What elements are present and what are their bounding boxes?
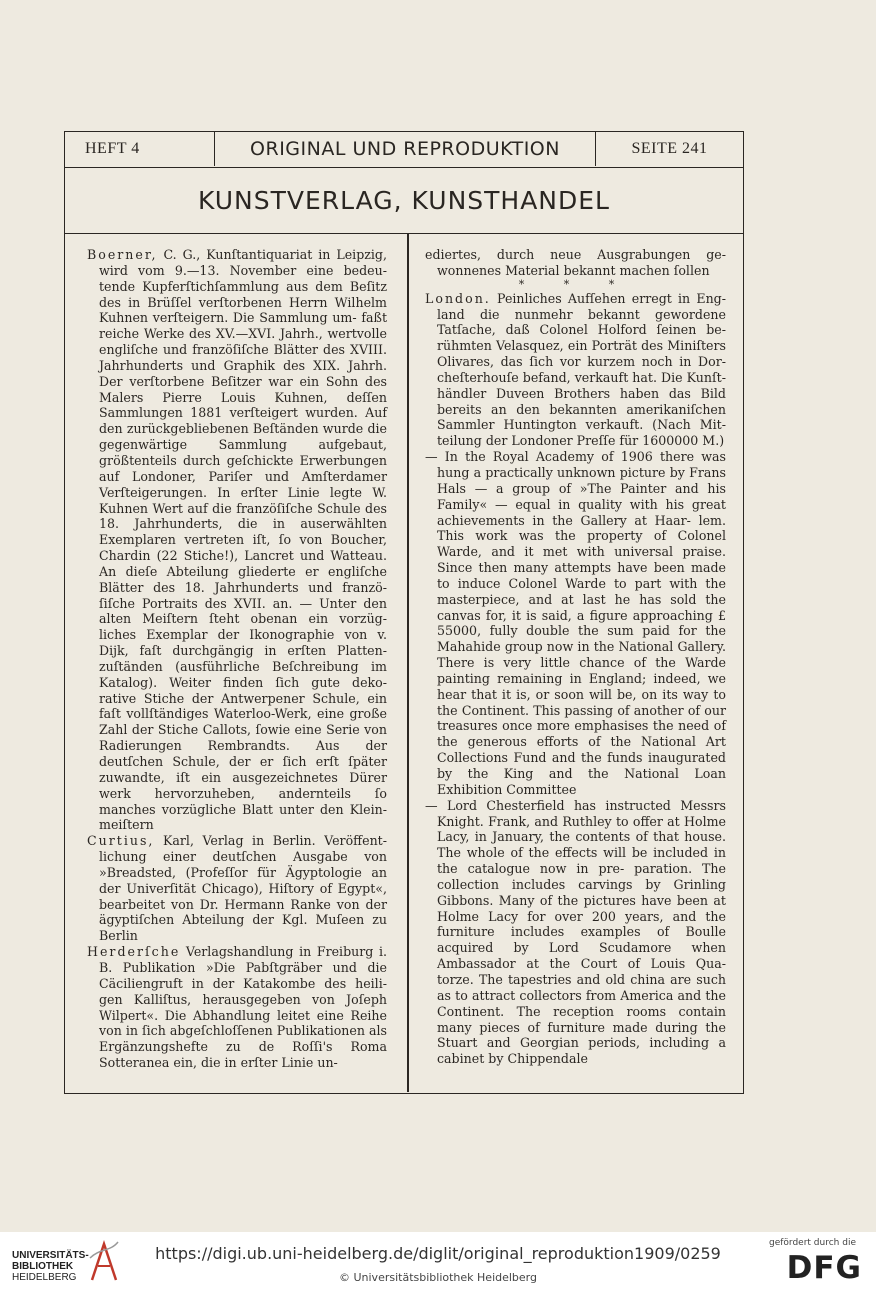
entry-text: Peinliches Aufſehen erregt in Eng- land die nunmehr bekannt gewordene Tatſache, daß Colonel Holford ſeinen be- rühmten Velasquez, ein Porträt des Miniſters Olivares, das ſich vor kurzem noch in Dor- cheſterhouſe befand, verkauft hat. Die Kunſt- händler Duveen Brothers haben das Bild bereits an den bekannten amerikaniſchen Sammler Huntington verkauft. (Nach Mit- teilung der Londoner Preſſe für 1600000 M.) [437, 290, 726, 449]
entry-text: — Lord Chesterfield has instructed Messrs Knight. Frank, and Ruthley to offer at Holme Lacy, in January, the contents of that house. The whole of the effects will be included in the catalogue now in pre- paration. The collection includes carvings by Grinling Gibbons. Many of the pictures have been at Holme Lacy for over 200 years, and the furniture includes examples of Boulle acquired by Lord Scudamore when Ambassador at the Court of Louis Qua- torze. The tapestries and old china are such as to attract collectors from America and the Continent. The reception rooms contain many pieces of furniture made during the Stuart and Georgian periods, including a cabinet by Chippendale [425, 797, 726, 1067]
entry-text: C. G., Kunſtantiquariat in Leipzig, wird vom 9.—13. November eine bedeu- tende Kupferſtichſammlung aus dem Beſitz des in Brüſſel verſtorbenen Herrn Wilhelm Kuhnen verſteigern. Die Sammlung um- faßt reiche Werke des XV.—XVI. Jahrh., wertvolle engliſche und franzöſiſche Blätter des XVIII. Jahrhunderts und Graphik des XIX. Jahrh. Der verſtorbene Beſitzer war ein Sohn des Malers Pierre Louis Kuhnen, deſſen Sammlungen 1881 verſteigert wurden. Auf den zurückgebliebenen Beſtänden wurde die gegenwärtige Sammlung aufgebaut, größtenteils durch geſchickte Erwerbungen auf Londoner, Pariſer und Amſterdamer Verſteigerungen. In erſter Linie legte W. Kuhnen Wert auf die franzöſiſche Schule des 18. Jahrhunderts, die in auserwählten Exemplaren vertreten iſt, ſo von Boucher, Chardin (22 Stiche!), Lancret und Watteau. An dieſe Abteilung gliederte er engliſche Blätter des 18. Jahrhunderts und franzö- ſiſche Portraits des XVII. an. — Unter den alten Meiſtern ſteht obenan ein vorzüg- liches Exemplar der Ikonographie von v. Dijk, faſt durchgängig in erſten Platten- zuſtänden (ausführliche Beſchreibung im Katalog). Weiter finden ſich gute deko- rative Stiche der Antwerpener Schule, ein faſt vollſtändiges Waterloo-Werk, eine große Zahl der Stiche Callots, ſowie eine Serie von Radierungen Rembrandts. Aus der deutſchen Schule, der er ſich erſt ſpäter zuwandte, iſt ein ausgezeichnetes Dürer werk hervorzuheben, andernteils ſo manches vorzügliche Blatt unter den Klein- meiſtern [99, 247, 387, 833]
library-name-line3: HEIDELBERG [12, 1272, 77, 1283]
entry-text: Verlagshandlung in Freiburg i. B. Publikation »Die Pabſtgräber und die Cäciliengruft in der Katakombe des heili- gen Kalliſtus, herausgegeben von Joſeph Wilpert«. Die Abhandlung leitet eine Reihe von in ſich abgeſchloſſenen Publikationen als Ergänzungshefte zu de Roſſi's Roma Sotteranea ein, die in erſter Linie un- [99, 944, 387, 1071]
copyright-notice: © Universitätsbibliothek Heidelberg [338, 1271, 537, 1284]
digitization-footer [0, 1232, 876, 1295]
permalink-url[interactable]: https://digi.ub.uni-heidelberg.de/diglit/original_reproduktion1909/0259 [155, 1244, 721, 1263]
entry-frans-hals [425, 449, 726, 798]
dfg-logo[interactable]: DFG [786, 1250, 862, 1286]
entry-name: Curtius, [87, 833, 155, 849]
library-name-line2: BIBLIOTHEK [12, 1261, 74, 1272]
right-column [425, 247, 726, 1067]
entry-boerner [87, 247, 387, 833]
journal-title: ORIGINAL UND REPRODUKTION [215, 132, 596, 166]
entry-name: Boerner, [87, 247, 158, 262]
column-divider [407, 234, 409, 1092]
funding-note: gefördert durch die [769, 1238, 856, 1248]
entry-london [425, 291, 726, 449]
section-header [65, 168, 743, 234]
entry-curtius [87, 833, 387, 944]
continuation-text: ediertes, durch neue Ausgrabungen ge- wonnenes Material bekannt machen ſollen [425, 247, 726, 278]
entry-text: Karl, Verlag in Berlin. Veröffent- lichung einer deutſchen Ausgabe von »Breadsted, (Profeſſor für Ägyptologie an der Univerſität Chicago), Hiſtory of Egypt«, bearbeitet von Dr. Hermann Ranke von der ägyptiſchen Abteilung der Kgl. Muſeen zu Berlin [99, 833, 387, 944]
entry-name: Herderſche [87, 944, 181, 960]
left-column [87, 247, 387, 1071]
entry-holme-lacy [425, 798, 726, 1067]
section-title: KUNSTVERLAG, KUNSTHANDEL [197, 186, 610, 215]
issue-number: HEFT 4 [65, 132, 215, 166]
library-name-line1: UNIVERSITÄTS- [12, 1250, 89, 1261]
page-number: SEITE 241 [631, 140, 708, 157]
entry-herder [87, 944, 387, 1071]
running-header [65, 132, 743, 168]
page-frame [64, 131, 744, 1094]
entry-text: — In the Royal Academy of 1906 there was hung a practically unknown picture by Frans Hals — a group of »The Painter and his Family« — equal in quality with his great achievements in the Gallery at Haar- lem. This work was the property of Colonel Warde, and it met with universal praise. Since then many attempts have been made to induce Colonel Warde to part with the masterpiece, and at last he has sold the canvas for, it is said, a figure approaching £ 55000, fully double the sum paid for the Mahahide group now in the National Gallery. There is very little chance of the Warde painting remaining in England; indeed, we hear that it is, or soon will be, on its way to the Continent. This passing of another of our treasures once more emphasises the need of the generous efforts of the National Art Collections Fund and the funds inaugurated by the King and the National Loan Exhibition Committee [425, 449, 726, 797]
section-separator: * * * [518, 277, 633, 291]
entry-name: London. [425, 290, 491, 306]
